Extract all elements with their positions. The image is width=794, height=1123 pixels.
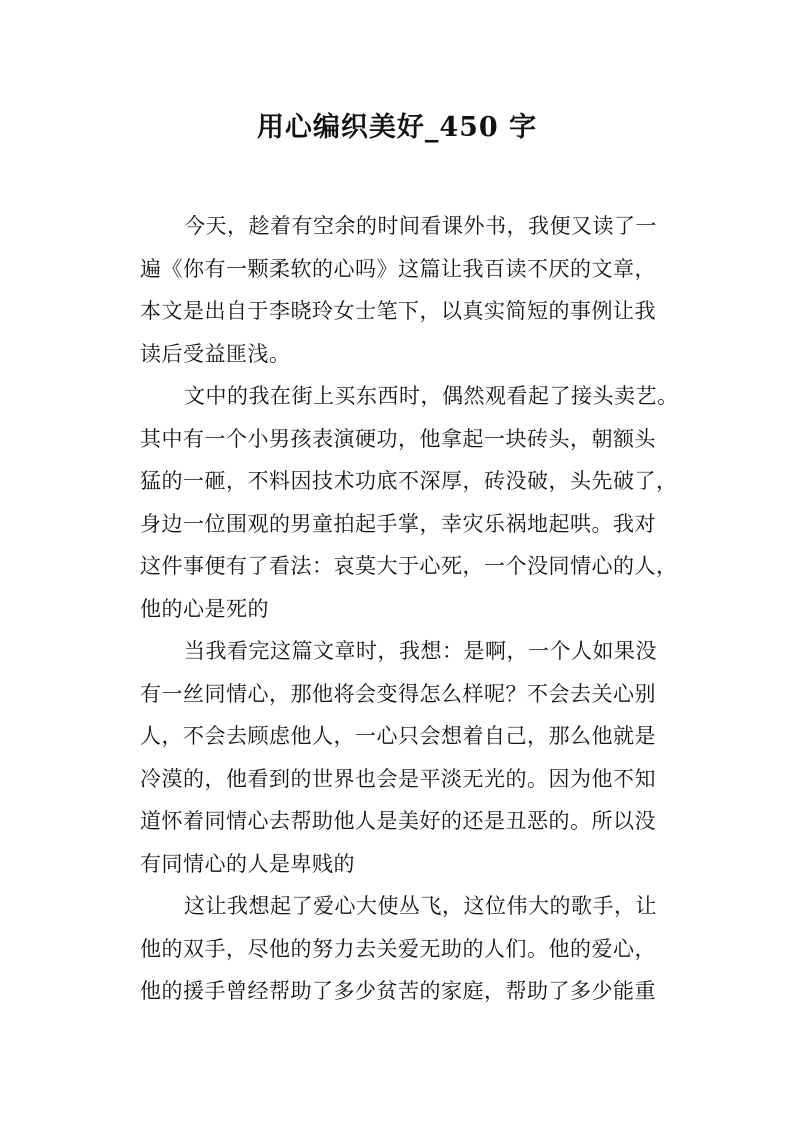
text-line: 他的援手曾经帮助了多少贫苦的家庭，帮助了多少能重 xyxy=(140,979,656,1003)
text-line: 有同情心的人是卑贱的 xyxy=(140,851,355,876)
document-body xyxy=(140,205,679,1013)
text-line: 当我看完这篇文章时，我想：是啊，一个人如果没 xyxy=(184,639,657,663)
text-line: 其中有一个小男孩表演硬功，他拿起一块砖头，朝额头 xyxy=(140,426,656,451)
text-line: 冷漠的，他看到的世界也会是平淡无光的。因为他不知 xyxy=(140,766,656,791)
text-line: 今天，趁着有空余的时间看课外书，我便又读了一 xyxy=(184,214,657,238)
text-line: 身边一位围观的男童拍起手掌，幸灾乐祸地起哄。我对 xyxy=(140,511,656,536)
text-line: 猛的一砸，不料因技术功底不深厚，砖没破，头先破了， xyxy=(140,469,678,493)
text-line: 这件事便有了看法：哀莫大于心死，一个没同情心的人， xyxy=(140,554,678,578)
text-line: 文中的我在街上买东西时，偶然观看起了接头卖艺。 xyxy=(184,384,679,408)
text-line: 本文是出自于李晓玲女士笔下，以真实简短的事例让我 xyxy=(140,299,656,323)
text-line: 他的心是死的 xyxy=(140,596,269,621)
paragraph-1 xyxy=(140,205,672,375)
paragraph-2 xyxy=(140,375,679,630)
paragraph-4 xyxy=(140,885,672,1013)
text-line: 人，不会去顾虑他人，一心只会想着自己，那么他就是 xyxy=(140,724,656,748)
paragraph-3 xyxy=(140,630,672,885)
text-line: 道怀着同情心去帮助他人是美好的还是丑恶的。所以没 xyxy=(140,809,656,833)
text-line: 遍《你有一颗柔软的心吗》这篇让我百读不厌的文章， xyxy=(140,256,656,281)
document-title: 用心编织美好_450 字 xyxy=(256,112,538,143)
text-line: 他的双手，尽他的努力去关爱无助的人们。他的爱心， xyxy=(140,936,656,961)
text-line: 有一丝同情心，那他将会变得怎么样呢？不会去关心别 xyxy=(140,681,656,706)
text-line: 读后受益匪浅。 xyxy=(140,341,291,366)
text-line: 这让我想起了爱心大使丛飞，这位伟大的歌手，让 xyxy=(184,894,657,918)
